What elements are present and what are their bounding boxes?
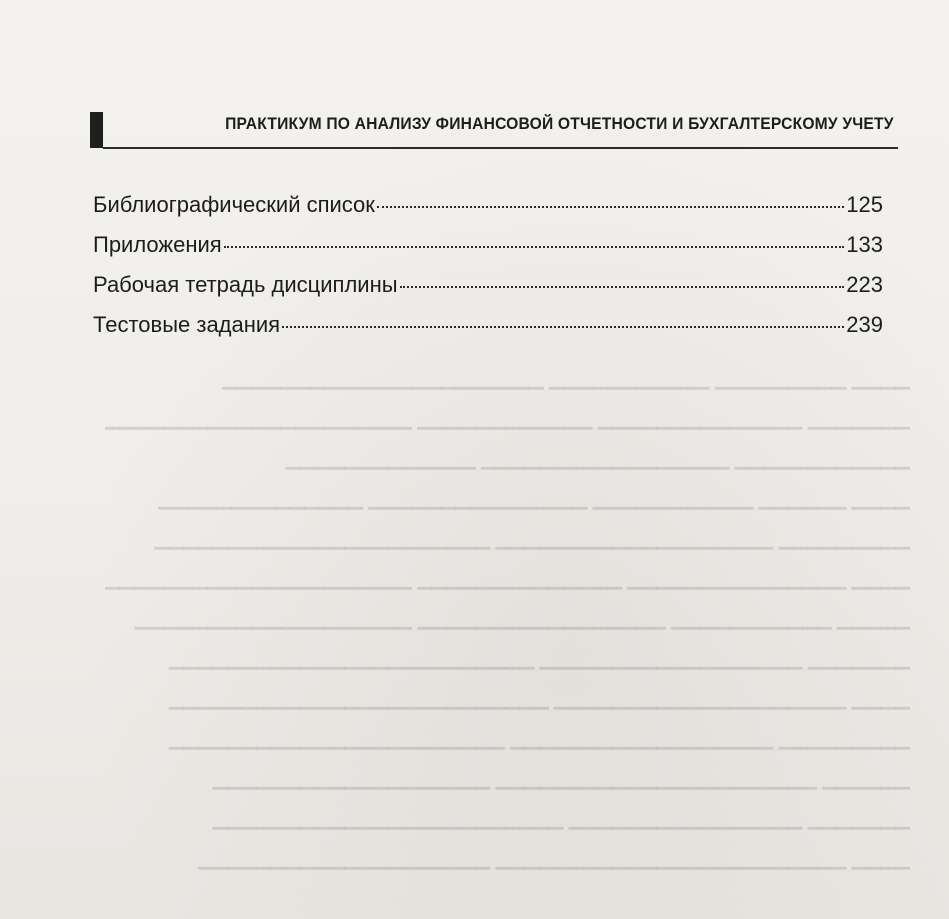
toc-entry-label: Рабочая тетрадь дисциплины [93,272,398,297]
toc-entry-appendices [93,232,883,272]
toc-entry-page: 239 [846,312,883,337]
toc-leader-dots [224,246,845,248]
toc-entry-page: 125 [846,192,883,217]
header-marker-bar [90,112,103,148]
toc-leader-dots [282,326,844,328]
bleed-through-texture: ▁▁▁▁ ▁▁▁▁▁▁▁▁▁ ▁▁▁▁▁▁▁▁▁▁▁ ▁▁▁▁▁▁▁▁▁▁▁▁▁▁▁▁▁▁▁▁▁▁ ▁▁▁▁▁▁▁ ▁▁▁▁▁▁▁▁▁▁▁▁▁▁ ▁▁▁▁▁▁▁▁▁▁▁▁ ▁▁▁▁▁▁▁▁▁▁▁▁▁▁▁▁▁▁▁▁▁ ▁▁▁▁▁▁▁▁▁▁▁▁ ▁▁▁▁▁▁▁▁▁▁▁▁▁▁▁▁▁ ▁▁▁▁▁▁▁▁▁▁▁▁▁ ▁▁▁▁ ▁▁▁▁▁▁ ▁▁▁▁▁▁▁▁▁▁▁ ▁▁▁▁▁▁▁▁▁▁▁▁▁▁▁ ▁▁▁▁▁▁▁▁▁▁▁▁▁▁ ▁▁▁▁▁▁▁▁▁ ▁▁▁▁▁▁▁▁▁▁▁▁▁▁▁▁▁▁▁ ▁▁▁▁▁▁▁▁▁▁▁▁▁▁▁▁▁▁▁▁▁▁▁ ▁▁▁▁ ▁▁▁▁▁▁▁▁▁▁▁▁▁▁▁ ▁▁▁▁▁▁▁▁▁▁▁▁▁▁ ▁▁▁▁▁▁▁▁▁▁▁▁▁▁▁▁▁▁▁▁▁ ▁▁▁▁▁ ▁▁▁▁▁▁▁▁▁▁▁ ▁▁▁▁▁▁▁▁▁▁▁▁▁▁▁▁▁ ▁▁▁▁▁▁▁▁▁▁▁▁▁▁▁▁▁▁▁ ▁▁▁▁▁▁▁ ▁▁▁▁▁▁▁▁▁▁▁▁▁▁▁▁▁▁ ▁▁▁▁▁▁▁▁▁▁▁▁▁▁▁▁▁▁▁▁▁▁▁▁▁ ▁▁▁▁ ▁▁▁▁▁▁▁▁▁▁▁▁▁▁▁▁▁▁▁▁ ▁▁▁▁▁▁▁▁▁▁▁▁▁▁▁▁▁▁▁▁▁▁▁▁▁▁ ▁▁▁▁▁▁▁▁▁ ▁▁▁▁▁▁▁▁▁▁▁▁▁▁▁▁▁▁ ▁▁▁▁▁▁▁▁▁▁▁▁▁▁▁▁▁▁▁▁▁▁▁ ▁▁▁▁▁▁ ▁▁▁▁▁▁▁▁▁▁▁▁▁▁▁▁▁▁▁▁▁▁ ▁▁▁▁▁▁▁▁▁▁▁▁▁▁▁▁▁▁▁ ▁▁▁▁▁▁▁ ▁▁▁▁▁▁▁▁▁▁▁▁▁▁▁▁ ▁▁▁▁▁▁▁▁▁▁▁▁▁▁▁▁▁▁▁▁▁▁▁▁ ▁▁▁▁ ▁▁▁▁▁▁▁▁▁▁▁▁▁▁▁▁▁▁▁▁▁▁▁▁ ▁▁▁▁▁▁▁▁▁▁▁▁▁▁▁▁▁▁▁▁ [105,369,910,870]
toc-entry-workbook [93,272,883,312]
table-of-contents [93,192,883,352]
toc-entry-bibliography [93,192,883,232]
running-header [90,108,898,150]
header-title: ПРАКТИКУМ ПО АНАЛИЗУ ФИНАНСОВОЙ ОТЧЕТНОСТИ И БУХГАЛТЕРСКОМУ УЧЕТУ [225,114,894,133]
toc-entry-label: Тестовые задания [93,312,281,337]
toc-leader-dots [400,286,845,288]
toc-entry-page: 133 [846,232,883,257]
toc-entry-label: Приложения [93,232,222,257]
header-rule [103,147,898,149]
toc-entry-tests [93,312,883,352]
toc-entry-label: Библиографический список [93,192,375,217]
toc-entry-page: 223 [846,272,883,297]
toc-leader-dots [377,206,844,208]
